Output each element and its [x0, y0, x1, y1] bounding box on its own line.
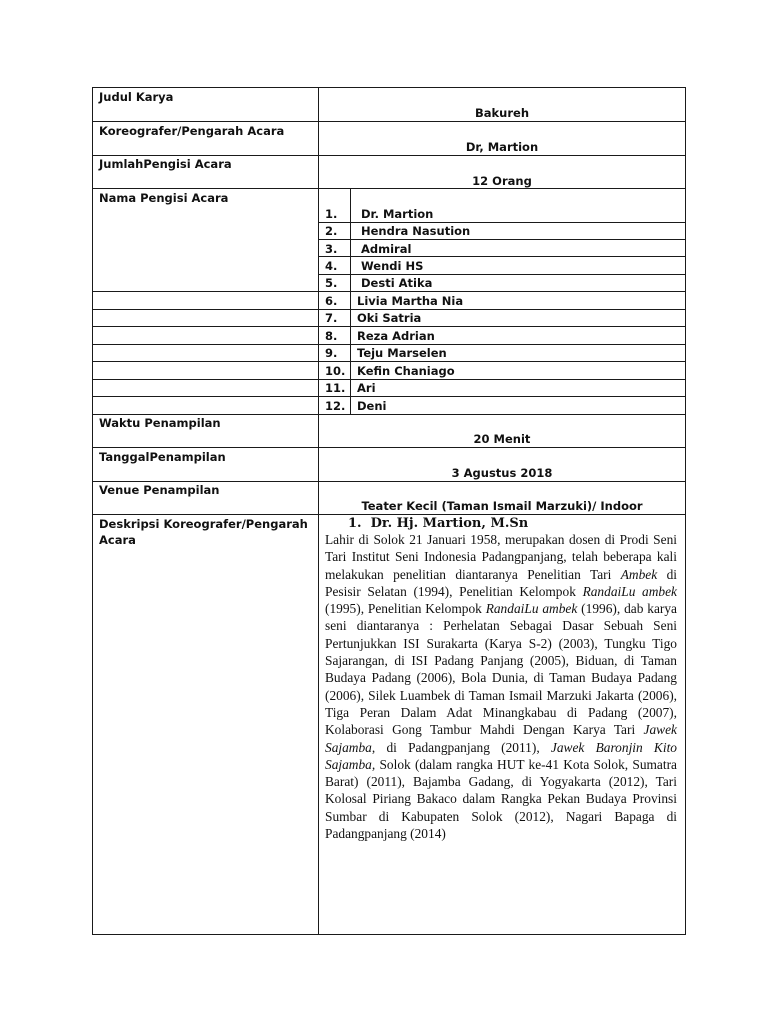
performer-name: Admiral	[361, 242, 412, 256]
performer-name: Kefin Chaniago	[357, 364, 455, 378]
table-border-top	[92, 87, 686, 88]
table-border-left	[92, 87, 93, 935]
row-divider	[318, 239, 686, 240]
description-text: Lahir di Solok 21 Januari 1958, merupakan dosen di Prodi Seni Tari Institut Seni Indonesia Padangpanjang, telah beberapa kali melakukan penelitian diantaranya Penelitian Tari	[325, 532, 677, 582]
row-divider	[92, 361, 686, 362]
row-divider	[92, 481, 686, 482]
label-tanggal-penampilan: TanggalPenampilan	[99, 450, 226, 464]
description-italic: Jawek Baronjin Kito Sajamba,	[325, 739, 677, 772]
row-divider	[92, 155, 686, 156]
row-divider	[318, 256, 686, 257]
row-divider	[92, 309, 686, 310]
table-border-right	[685, 87, 686, 935]
number-column-divider	[350, 188, 351, 414]
row-divider	[92, 326, 686, 327]
description-text: , di Padangpanjang (2011),	[371, 739, 551, 755]
performer-number: 11.	[325, 381, 346, 395]
description-italic: RandaiLu ambek	[582, 583, 677, 599]
performer-name: Ari	[357, 381, 376, 395]
table-border-bottom	[92, 934, 686, 935]
value-tanggal-penampilan: 3 Agustus 2018	[451, 466, 553, 480]
performer-name: Teju Marselen	[357, 346, 447, 360]
performer-name: Dr. Martion	[361, 207, 434, 221]
label-judul-karya: Judul Karya	[99, 90, 174, 104]
label-koreografer: Koreografer/Pengarah Acara	[99, 124, 285, 138]
row-divider	[92, 447, 686, 448]
row-divider	[318, 274, 686, 275]
performer-name: Desti Atika	[361, 276, 433, 290]
description-heading-text: Dr. Hj. Martion, M.Sn	[370, 516, 529, 531]
performer-name: Hendra Nasution	[361, 224, 471, 238]
row-divider	[92, 414, 686, 415]
value-jumlah-pengisi: 12 Orang	[472, 174, 532, 188]
row-divider	[92, 121, 686, 122]
performer-name: Wendi HS	[361, 259, 424, 273]
row-divider	[92, 396, 686, 397]
performer-name: Oki Satria	[357, 311, 422, 325]
value-koreografer: Dr, Martion	[465, 140, 539, 154]
row-divider	[92, 379, 686, 380]
row-divider	[92, 514, 686, 515]
row-divider	[92, 188, 686, 189]
description-heading	[348, 516, 528, 532]
label-deskripsi-line2: Acara	[99, 533, 136, 547]
performer-number: 5.	[325, 276, 338, 290]
performer-number: 1.	[325, 207, 338, 221]
performer-number: 7.	[325, 311, 338, 325]
description-paragraph	[325, 531, 677, 842]
description-italic: Ambek	[620, 566, 658, 582]
value-judul-karya: Bakureh	[474, 106, 530, 120]
row-divider	[92, 344, 686, 345]
description-italic: RandaiLu ambek	[485, 601, 578, 617]
value-venue-penampilan: Teater Kecil (Taman Ismail Marzuki)/ Indoor	[361, 499, 643, 513]
performer-number: 4.	[325, 259, 338, 273]
performer-number: 9.	[325, 346, 338, 360]
performer-number: 2.	[325, 224, 338, 238]
label-waktu-penampilan: Waktu Penampilan	[99, 416, 221, 430]
description-text: Solok (dalam rangka HUT ke-41 Kota Solok, Sumatra Barat) (2011), Bajamba Gadang, di Yogyakarta (2012), Tari Kolosal Piriang Bakaco dalam Rangka Pekan Budaya Provinsi Sumbar di Kabupaten Solok (2012), Nagari Bapaga di Padangpanjang (2014)	[325, 756, 677, 842]
description-heading-number: 1.	[348, 516, 362, 531]
performer-name: Reza Adrian	[357, 329, 435, 343]
performer-number: 12.	[325, 399, 346, 413]
performer-number: 3.	[325, 242, 338, 256]
performer-number: 10.	[325, 364, 346, 378]
description-italic: Jawek Sajamba	[325, 722, 677, 755]
row-divider	[318, 222, 686, 223]
description-text: (1996), dab karya seni diantaranya : Perhelatan Sebagai Dasar Sebuah Seni Pertunjukkan ISI Surakarta (Karya S-2) (2003), Tungku Tigo Sajarangan, di ISI Padang Panjang (2005), Biduan, di Taman Budaya Padang (2006), Bola Dunia, di Taman Budaya Padang (2006), Silek Luambek di Taman Ismail Marzuki Jakarta (2006), Tiga Peran Dalam Adat Minangkabau di Padang (2007), Kolaborasi Gong Tambur Mahdi Dengan Karya Tari	[325, 601, 677, 738]
value-waktu-penampilan: 20 Menit	[473, 432, 531, 446]
performer-number: 6.	[325, 294, 338, 308]
performer-name: Livia Martha Nia	[357, 294, 464, 308]
row-divider	[92, 291, 686, 292]
label-venue-penampilan: Venue Penampilan	[99, 483, 220, 497]
description-text: di Pesisir Selatan (1994), Penelitian Kelompok	[325, 566, 677, 599]
performer-number: 8.	[325, 329, 338, 343]
label-nama-pengisi: Nama Pengisi Acara	[99, 191, 229, 205]
label-jumlah-pengisi: JumlahPengisi Acara	[99, 157, 232, 171]
performer-name: Deni	[357, 399, 387, 413]
label-deskripsi-line1: Deskripsi Koreografer/Pengarah	[99, 517, 308, 531]
description-text: (1995), Penelitian Kelompok	[325, 601, 486, 617]
